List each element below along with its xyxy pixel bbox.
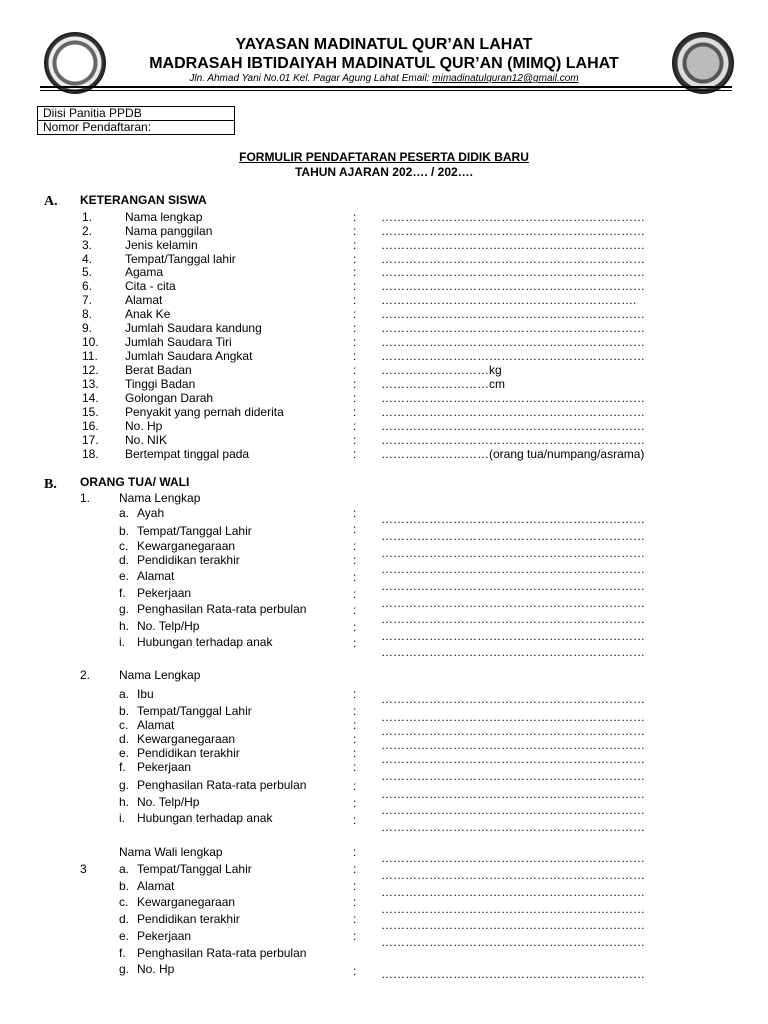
field-label: Tempat/Tanggal lahir (125, 252, 236, 266)
sub-item-letter: d. (119, 732, 130, 746)
field-label: Pendidikan terakhir (137, 746, 240, 760)
item-number: 16. (82, 419, 99, 433)
separator-colon: : (353, 779, 357, 793)
item-number: 5. (82, 265, 93, 279)
sub-item-letter: f. (119, 586, 126, 600)
separator-colon: : (353, 506, 357, 520)
separator-colon: : (353, 746, 357, 760)
fill-in-line[interactable]: ………………………………………………………… (381, 738, 645, 752)
sub-item-letter: e. (119, 569, 130, 583)
guardian-number: 3 (80, 862, 87, 876)
separator-colon: : (353, 687, 357, 701)
fill-in-line[interactable]: ………………………………………………………… (381, 210, 645, 224)
field-label: Tempat/Tanggal Lahir (137, 704, 252, 718)
fill-in-line[interactable]: ………………………………………………………… (381, 405, 645, 419)
separator-colon: : (353, 349, 357, 363)
fill-in-line[interactable]: ………………………………………………………… (381, 724, 645, 738)
fill-in-line[interactable]: ………………………………………………………… (381, 596, 645, 610)
field-label: Alamat (125, 293, 163, 307)
field-label: Nama lengkap (125, 210, 203, 224)
separator-colon: : (353, 377, 357, 391)
item-number: 13. (82, 377, 99, 391)
field-label: Kewarganegaraan (137, 539, 236, 553)
field-label: Alamat (137, 718, 175, 732)
fill-in-line[interactable]: ………………………………………………………… (381, 433, 645, 447)
fill-in-line[interactable]: ………………………………………………………… (381, 645, 645, 659)
separator-colon: : (353, 553, 357, 567)
section-a-title: KETERANGAN SISWA (80, 193, 207, 207)
separator-colon: : (353, 912, 357, 926)
fill-in-line[interactable]: ………………………………………………………… (381, 803, 645, 817)
item-number: 17. (82, 433, 99, 447)
field-label: Alamat (137, 879, 175, 893)
section-a-letter: A. (44, 194, 58, 209)
fill-in-line[interactable]: ………………………………………………………… (381, 391, 645, 405)
sub-item-letter: e. (119, 929, 130, 943)
sub-item-letter: c. (119, 539, 129, 553)
mother-name-label: Nama Lengkap (119, 668, 201, 682)
separator-colon: : (353, 603, 357, 617)
sub-item-letter: b. (119, 704, 130, 718)
field-label: Golongan Darah (125, 391, 214, 405)
school-address (0, 73, 768, 84)
field-label: Alamat (137, 569, 175, 583)
item-number: 12. (82, 363, 99, 377)
fill-in-line[interactable]: ………………………………………………………… (381, 918, 645, 932)
field-label: No. Telp/Hp (137, 619, 200, 633)
field-label: Ayah (137, 506, 165, 520)
separator-colon: : (353, 796, 357, 810)
field-label: No. Hp (137, 962, 175, 976)
field-label: Penyakit yang pernah diderita (125, 405, 284, 419)
sub-item-letter: f. (119, 946, 126, 960)
separator-colon: : (353, 293, 357, 307)
fill-in-line[interactable]: ………………………………………………………… (381, 851, 645, 865)
form-title (0, 150, 768, 164)
separator-colon: : (353, 238, 357, 252)
fill-in-line[interactable]: ………………………………………………………. (381, 293, 637, 307)
item-number: 15. (82, 405, 99, 419)
field-label: Pekerjaan (137, 760, 192, 774)
fill-in-line[interactable]: ………………………………………………………… (381, 529, 645, 543)
field-label: Berat Badan (125, 363, 192, 377)
field-label: Jumlah Saudara Tiri (125, 335, 232, 349)
separator-colon: : (353, 321, 357, 335)
sub-item-letter: c. (119, 718, 129, 732)
separator-colon: : (353, 279, 357, 293)
header-rule (40, 86, 732, 88)
school-email: mimadinatulquran12@gmail.com (432, 73, 579, 84)
field-label: Tempat/Tanggal Lahir (137, 862, 252, 876)
sub-item-letter: a. (119, 506, 130, 520)
sub-item-letter: f. (119, 760, 126, 774)
fill-in-line[interactable]: ………………………………………………………… (381, 612, 645, 626)
foundation-name: YAYASAN MADINATUL QUR’AN LAHAT (235, 36, 533, 53)
fill-in-line[interactable]: ………………………………………………………… (381, 279, 645, 293)
separator-colon: : (353, 760, 357, 774)
fill-in-line[interactable]: ………………………………………………………… (381, 820, 645, 834)
item-number: 10. (82, 335, 99, 349)
sub-item-letter: h. (119, 795, 130, 809)
separator-colon: : (353, 813, 357, 827)
field-label: Agama (125, 265, 164, 279)
fill-in-line[interactable]: ………………………………………………………… (381, 335, 645, 349)
item-number: 6. (82, 279, 93, 293)
section-b-title: ORANG TUA/ WALI (80, 475, 190, 489)
separator-colon: : (353, 620, 357, 634)
field-label: Jumlah Saudara kandung (125, 321, 262, 335)
sub-item-letter: d. (119, 553, 130, 567)
item-number: 14. (82, 391, 99, 405)
sub-item-letter: g. (119, 962, 130, 976)
separator-colon: : (353, 405, 357, 419)
fill-in-line[interactable]: ………………………………………………………… (381, 579, 645, 593)
fill-in-line[interactable]: ………………………(orang tua/numpang/asrama) (381, 447, 645, 461)
field-label: Pendidikan terakhir (137, 553, 240, 567)
sub-item-letter: g. (119, 778, 130, 792)
separator-colon: : (353, 539, 357, 553)
fill-in-line[interactable]: ………………………………………………………… (381, 902, 645, 916)
separator-colon: : (353, 363, 357, 377)
item-number: 1. (82, 210, 93, 224)
item-number: 11. (82, 349, 98, 363)
sub-item-letter: b. (119, 524, 130, 538)
form-title-text: FORMULIR PENDAFTARAN PESERTA DIDIK BARU (239, 150, 529, 164)
separator-colon: : (353, 447, 357, 461)
fill-in-line[interactable]: ………………………cm (381, 377, 505, 391)
field-label: Hubungan terhadap anak (137, 635, 273, 649)
item-number: 8. (82, 307, 93, 321)
item-number: 4. (82, 252, 93, 266)
separator-colon: : (353, 252, 357, 266)
separator-colon: : (353, 862, 357, 876)
field-label: Anak Ke (125, 307, 171, 321)
father-name-label: Nama Lengkap (119, 491, 201, 505)
field-label: Pendidikan terakhir (137, 912, 240, 926)
field-label: No. NIK (125, 433, 168, 447)
field-label: Ibu (137, 687, 154, 701)
field-label: Kewarganegaraan (137, 895, 236, 909)
field-label: Jenis kelamin (125, 238, 198, 252)
separator-colon: : (353, 929, 357, 943)
field-label: Pekerjaan (137, 586, 192, 600)
fill-in-line[interactable]: ………………………………………………………… (381, 787, 645, 801)
fill-in-line[interactable]: ………………………………………………………… (381, 321, 645, 335)
field-label: No. Telp/Hp (137, 795, 200, 809)
separator-colon: : (353, 732, 357, 746)
item-number: 9. (82, 321, 93, 335)
separator-colon: : (353, 210, 357, 224)
sub-item-letter: e. (119, 746, 130, 760)
field-label: Jumlah Saudara Angkat (125, 349, 253, 363)
item-number: 2. (82, 224, 93, 238)
guardian-name-label: Nama Wali lengkap (119, 845, 223, 859)
sub-item-letter: g. (119, 602, 130, 616)
school-name: MADRASAH IBTIDAIYAH MADINATUL QUR’AN (MIMQ) LAHAT (149, 55, 619, 72)
separator-colon: : (353, 718, 357, 732)
office-use-box: Diisi Panitia PPDB (37, 106, 235, 121)
sub-item-letter: d. (119, 912, 130, 926)
address-text: Jln. Ahmad Yani No.01 Kel. Pagar Agung Lahat Email: (189, 73, 433, 84)
fill-in-line[interactable]: ………………………………………………………… (381, 885, 645, 899)
separator-colon: : (353, 704, 357, 718)
sub-item-letter: i. (119, 811, 125, 825)
fill-in-line[interactable]: ………………………………………………………… (381, 629, 645, 643)
separator-colon: : (353, 636, 357, 650)
fill-in-line[interactable]: ………………………………………………………… (381, 512, 645, 526)
field-label: Tinggi Badan (125, 377, 196, 391)
fill-in-line[interactable]: ………………………………………………………… (381, 307, 645, 321)
fill-in-line[interactable]: ………………………………………………………… (381, 710, 645, 724)
field-label: Nama panggilan (125, 224, 213, 238)
field-label: Hubungan terhadap anak (137, 811, 273, 825)
field-label: Tempat/Tanggal Lahir (137, 524, 252, 538)
separator-colon: : (353, 895, 357, 909)
field-label: Pekerjaan (137, 929, 192, 943)
fill-in-line[interactable]: ………………………………………………………… (381, 546, 645, 560)
section-b-letter: B. (44, 477, 57, 492)
fill-in-line[interactable]: ………………………………………………………… (381, 967, 645, 981)
separator-colon: : (353, 391, 357, 405)
field-label: Penghasilan Rata-rata perbulan (137, 602, 307, 616)
academic-year: TAHUN AJARAN 202…. / 202…. (294, 165, 474, 179)
field-label: No. Hp (125, 419, 163, 433)
item-number: 3. (82, 238, 93, 252)
sub-item-letter: b. (119, 879, 130, 893)
fill-in-line[interactable]: ………………………………………………………… (381, 769, 645, 783)
separator-colon: : (353, 522, 357, 536)
separator-colon: : (353, 570, 357, 584)
sub-item-letter: i. (119, 635, 125, 649)
fill-in-line[interactable]: ………………………………………………………… (381, 265, 645, 279)
separator-colon: : (353, 224, 357, 238)
fill-in-line[interactable]: ………………………………………………………… (381, 752, 645, 766)
fill-in-line[interactable]: ………………………………………………………… (381, 935, 645, 949)
sub-item-letter: c. (119, 895, 129, 909)
fill-in-line[interactable]: ………………………………………………………… (381, 562, 645, 576)
header-rule-thin (40, 90, 732, 91)
field-label: Cita - cita (125, 279, 176, 293)
fill-in-line[interactable]: ………………………………………………………… (381, 419, 645, 433)
separator-colon: : (353, 419, 357, 433)
fill-in-line[interactable]: ………………………………………………………… (381, 349, 645, 363)
separator-colon: : (353, 433, 357, 447)
item-number: 18. (82, 447, 99, 461)
fill-in-line[interactable]: ………………………kg (381, 363, 502, 377)
mother-number: 2. (80, 668, 91, 682)
item-number: 7. (82, 293, 93, 307)
field-label: Penghasilan Rata-rata perbulan (137, 778, 307, 792)
separator-colon: : (353, 335, 357, 349)
fill-in-line[interactable]: ………………………………………………………… (381, 868, 645, 882)
sub-item-letter: a. (119, 687, 130, 701)
separator-colon: : (353, 845, 357, 859)
field-label: Penghasilan Rata-rata perbulan (137, 946, 307, 960)
separator-colon: : (353, 307, 357, 321)
sub-item-letter: a. (119, 862, 130, 876)
fill-in-line[interactable]: ………………………………………………………… (381, 692, 645, 706)
fill-in-line[interactable]: ………………………………………………………… (381, 224, 645, 238)
father-number: 1. (80, 491, 91, 505)
field-label: Bertempat tinggal pada (125, 447, 250, 461)
separator-colon: : (353, 964, 357, 978)
fill-in-line[interactable]: ………………………………………………………… (381, 252, 645, 266)
separator-colon: : (353, 265, 357, 279)
separator-colon: : (353, 587, 357, 601)
field-label: Kewarganegaraan (137, 732, 236, 746)
sub-item-letter: h. (119, 619, 130, 633)
fill-in-line[interactable]: ………………………………………………………… (381, 238, 645, 252)
separator-colon: : (353, 879, 357, 893)
registration-number-field[interactable]: Nomor Pendaftaran: (37, 120, 235, 135)
